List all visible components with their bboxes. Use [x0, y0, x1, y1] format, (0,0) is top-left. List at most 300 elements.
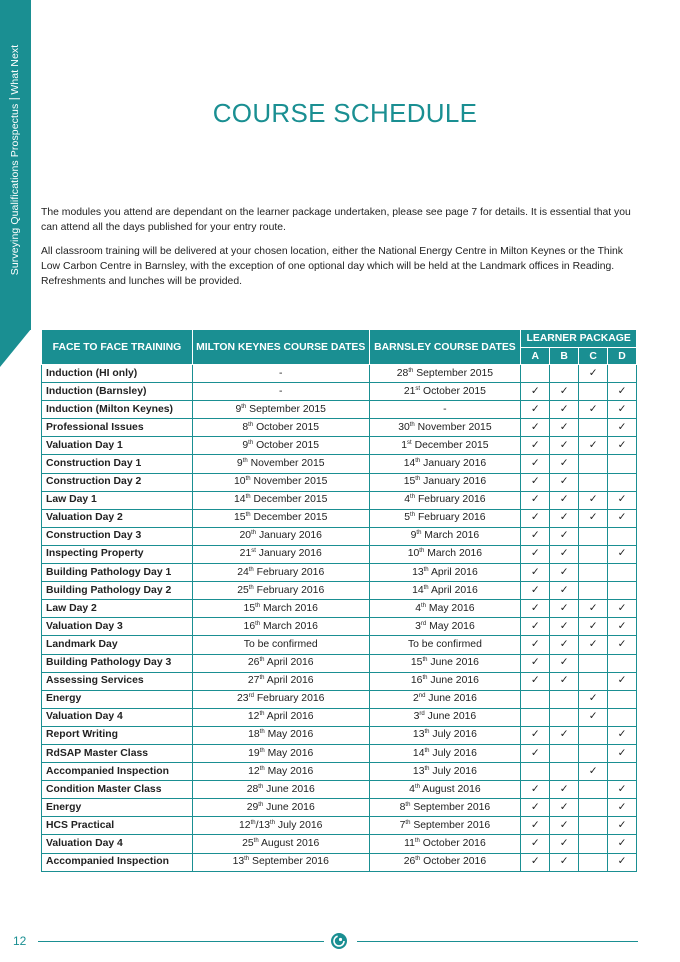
module-name-cell: Valuation Day 1: [42, 437, 193, 455]
check-icon: ✓: [617, 620, 627, 632]
sidebar-running-header: [9, 45, 21, 276]
package-c-cell: [579, 618, 608, 636]
table-row: [42, 835, 637, 853]
landmark-logo-icon: [331, 933, 347, 949]
barnsley-date-cell: 4th February 2016: [369, 491, 521, 509]
check-icon: ✓: [530, 566, 540, 578]
module-name-cell: Accompanied Inspection: [42, 763, 193, 781]
check-icon: ✓: [530, 747, 540, 759]
package-c-cell: [579, 799, 608, 817]
package-b-cell: [550, 473, 579, 491]
package-c-cell: [579, 726, 608, 744]
milton-keynes-date-cell: 20th January 2016: [192, 527, 369, 545]
barnsley-date-cell: 15th January 2016: [369, 473, 521, 491]
check-icon: ✓: [588, 439, 598, 451]
package-d-cell: [608, 835, 637, 853]
package-b-cell: [550, 564, 579, 582]
package-d-cell: [608, 817, 637, 835]
package-c-cell: [579, 437, 608, 455]
package-b-cell: [550, 582, 579, 600]
table-row: [42, 455, 637, 473]
package-d-cell: [608, 365, 637, 383]
header-learner-package: LEARNER PACKAGE: [521, 330, 637, 348]
check-icon: ✓: [617, 638, 627, 650]
package-d-cell: [608, 401, 637, 419]
barnsley-date-cell: 14th April 2016: [369, 582, 521, 600]
milton-keynes-date-cell: 19th May 2016: [192, 744, 369, 762]
check-icon: ✓: [559, 421, 569, 433]
barnsley-date-cell: 2nd June 2016: [369, 690, 521, 708]
check-icon: ✓: [617, 819, 627, 831]
check-icon: ✓: [530, 584, 540, 596]
check-icon: ✓: [559, 548, 569, 560]
package-c-cell: [579, 545, 608, 563]
check-icon: ✓: [530, 512, 540, 524]
table-row: [42, 618, 637, 636]
module-name-cell: Induction (Barnsley): [42, 383, 193, 401]
module-name-cell: Law Day 1: [42, 491, 193, 509]
package-a-cell: [521, 545, 550, 563]
check-icon: ✓: [530, 476, 540, 488]
check-icon: ✓: [559, 729, 569, 741]
barnsley-date-cell: 15th June 2016: [369, 654, 521, 672]
package-a-cell: [521, 726, 550, 744]
module-name-cell: Condition Master Class: [42, 781, 193, 799]
check-icon: ✓: [530, 783, 540, 795]
module-name-cell: Valuation Day 4: [42, 835, 193, 853]
package-c-cell: [579, 509, 608, 527]
package-b-cell: [550, 799, 579, 817]
table-row: [42, 419, 637, 437]
check-icon: ✓: [617, 548, 627, 560]
package-b-cell: [550, 708, 579, 726]
table-row: [42, 437, 637, 455]
module-name-cell: HCS Practical: [42, 817, 193, 835]
package-c-cell: [579, 636, 608, 654]
barnsley-date-cell: 10th March 2016: [369, 545, 521, 563]
barnsley-date-cell: 1st December 2015: [369, 437, 521, 455]
barnsley-date-cell: 13th July 2016: [369, 726, 521, 744]
milton-keynes-date-cell: 9th September 2015: [192, 401, 369, 419]
package-a-cell: [521, 564, 550, 582]
package-c-cell: [579, 491, 608, 509]
package-d-cell: [608, 853, 637, 871]
package-c-cell: [579, 455, 608, 473]
milton-keynes-date-cell: 23rd February 2016: [192, 690, 369, 708]
barnsley-date-cell: 21st October 2015: [369, 383, 521, 401]
check-icon: ✓: [617, 439, 627, 451]
check-icon: ✓: [559, 602, 569, 614]
package-a-cell: [521, 835, 550, 853]
module-name-cell: Induction (Milton Keynes): [42, 401, 193, 419]
check-icon: ✓: [530, 439, 540, 451]
milton-keynes-date-cell: 28th June 2016: [192, 781, 369, 799]
package-c-cell: [579, 582, 608, 600]
package-b-cell: [550, 618, 579, 636]
package-a-cell: [521, 527, 550, 545]
module-name-cell: Energy: [42, 690, 193, 708]
milton-keynes-date-cell: 9th November 2015: [192, 455, 369, 473]
check-icon: ✓: [559, 675, 569, 687]
module-name-cell: Assessing Services: [42, 672, 193, 690]
package-c-cell: [579, 383, 608, 401]
milton-keynes-date-cell: -: [192, 365, 369, 383]
milton-keynes-date-cell: To be confirmed: [192, 636, 369, 654]
barnsley-date-cell: 14th January 2016: [369, 455, 521, 473]
table-row: [42, 491, 637, 509]
module-name-cell: Construction Day 2: [42, 473, 193, 491]
check-icon: ✓: [559, 403, 569, 415]
table-row: [42, 799, 637, 817]
package-b-cell: [550, 365, 579, 383]
check-icon: ✓: [530, 729, 540, 741]
check-icon: ✓: [559, 584, 569, 596]
package-b-cell: [550, 636, 579, 654]
check-icon: ✓: [617, 421, 627, 433]
milton-keynes-date-cell: 12th May 2016: [192, 763, 369, 781]
package-d-cell: [608, 564, 637, 582]
module-name-cell: Valuation Day 2: [42, 509, 193, 527]
package-c-cell: [579, 473, 608, 491]
milton-keynes-date-cell: 14th December 2015: [192, 491, 369, 509]
package-d-cell: [608, 437, 637, 455]
milton-keynes-date-cell: 25th February 2016: [192, 582, 369, 600]
module-name-cell: Inspecting Property: [42, 545, 193, 563]
milton-keynes-date-cell: 27th April 2016: [192, 672, 369, 690]
package-a-cell: [521, 654, 550, 672]
package-c-cell: [579, 744, 608, 762]
check-icon: ✓: [530, 421, 540, 433]
table-row: [42, 473, 637, 491]
package-a-cell: [521, 708, 550, 726]
package-a-cell: [521, 744, 550, 762]
check-icon: ✓: [530, 530, 540, 542]
check-icon: ✓: [588, 494, 598, 506]
check-icon: ✓: [530, 403, 540, 415]
table-row: [42, 564, 637, 582]
barnsley-date-cell: 28th September 2015: [369, 365, 521, 383]
package-d-cell: [608, 781, 637, 799]
header-package-c: C: [579, 348, 608, 365]
package-a-cell: [521, 690, 550, 708]
package-b-cell: [550, 600, 579, 618]
check-icon: ✓: [559, 657, 569, 669]
barnsley-date-cell: 7th September 2016: [369, 817, 521, 835]
milton-keynes-date-cell: 13th September 2016: [192, 853, 369, 871]
check-icon: ✓: [617, 801, 627, 813]
package-d-cell: [608, 509, 637, 527]
package-d-cell: [608, 726, 637, 744]
package-b-cell: [550, 853, 579, 871]
check-icon: ✓: [530, 657, 540, 669]
table-row: [42, 383, 637, 401]
package-d-cell: [608, 455, 637, 473]
package-c-cell: [579, 817, 608, 835]
package-b-cell: [550, 781, 579, 799]
check-icon: ✓: [530, 494, 540, 506]
check-icon: ✓: [588, 512, 598, 524]
package-b-cell: [550, 509, 579, 527]
table-row: [42, 600, 637, 618]
module-name-cell: Report Writing: [42, 726, 193, 744]
barnsley-date-cell: 3rd May 2016: [369, 618, 521, 636]
package-b-cell: [550, 455, 579, 473]
check-icon: ✓: [617, 512, 627, 524]
check-icon: ✓: [559, 512, 569, 524]
check-icon: ✓: [588, 638, 598, 650]
package-b-cell: [550, 491, 579, 509]
module-name-cell: Accompanied Inspection: [42, 853, 193, 871]
check-icon: ✓: [617, 385, 627, 397]
package-a-cell: [521, 781, 550, 799]
milton-keynes-date-cell: 29th June 2016: [192, 799, 369, 817]
milton-keynes-date-cell: 12th April 2016: [192, 708, 369, 726]
check-icon: ✓: [559, 620, 569, 632]
table-row: [42, 401, 637, 419]
check-icon: ✓: [559, 819, 569, 831]
package-a-cell: [521, 365, 550, 383]
milton-keynes-date-cell: 21st January 2016: [192, 545, 369, 563]
milton-keynes-date-cell: 8th October 2015: [192, 419, 369, 437]
package-d-cell: [608, 744, 637, 762]
check-icon: ✓: [559, 801, 569, 813]
package-b-cell: [550, 672, 579, 690]
table-row: [42, 781, 637, 799]
barnsley-date-cell: 4th August 2016: [369, 781, 521, 799]
package-a-cell: [521, 582, 550, 600]
check-icon: ✓: [617, 783, 627, 795]
module-name-cell: Law Day 2: [42, 600, 193, 618]
table-row: [42, 853, 637, 871]
package-a-cell: [521, 817, 550, 835]
package-d-cell: [608, 708, 637, 726]
package-a-cell: [521, 455, 550, 473]
package-c-cell: [579, 672, 608, 690]
package-c-cell: [579, 654, 608, 672]
sidebar-section-label: What Next: [9, 44, 21, 95]
package-c-cell: [579, 781, 608, 799]
table-row: [42, 509, 637, 527]
barnsley-date-cell: To be confirmed: [369, 636, 521, 654]
package-c-cell: [579, 763, 608, 781]
package-b-cell: [550, 545, 579, 563]
table-row: [42, 763, 637, 781]
package-a-cell: [521, 509, 550, 527]
table-row: [42, 672, 637, 690]
milton-keynes-date-cell: 25th August 2016: [192, 835, 369, 853]
barnsley-date-cell: -: [369, 401, 521, 419]
barnsley-date-cell: 30th November 2015: [369, 419, 521, 437]
barnsley-date-cell: 14th July 2016: [369, 744, 521, 762]
schedule-rows: [42, 365, 637, 872]
package-c-cell: [579, 600, 608, 618]
check-icon: ✓: [588, 711, 598, 723]
barnsley-date-cell: 8th September 2016: [369, 799, 521, 817]
check-icon: ✓: [617, 747, 627, 759]
table-row: [42, 545, 637, 563]
check-icon: ✓: [617, 729, 627, 741]
table-row: [42, 726, 637, 744]
package-d-cell: [608, 636, 637, 654]
check-icon: ✓: [559, 458, 569, 470]
check-icon: ✓: [559, 530, 569, 542]
module-name-cell: Building Pathology Day 3: [42, 654, 193, 672]
package-b-cell: [550, 817, 579, 835]
check-icon: ✓: [588, 602, 598, 614]
package-b-cell: [550, 690, 579, 708]
package-a-cell: [521, 491, 550, 509]
package-d-cell: [608, 799, 637, 817]
milton-keynes-date-cell: 12th/13th July 2016: [192, 817, 369, 835]
course-schedule-table: [41, 329, 637, 872]
package-a-cell: [521, 473, 550, 491]
module-name-cell: Building Pathology Day 1: [42, 564, 193, 582]
package-b-cell: [550, 726, 579, 744]
package-b-cell: [550, 763, 579, 781]
table-row: [42, 636, 637, 654]
intro-paragraph-1: The modules you attend are dependant on the learner package undertaken, please see page 7 for details. It is essential that you can attend all the days published for your entry route.: [41, 207, 631, 233]
milton-keynes-date-cell: 24th February 2016: [192, 564, 369, 582]
check-icon: ✓: [559, 638, 569, 650]
header-package-b: B: [550, 348, 579, 365]
milton-keynes-date-cell: -: [192, 383, 369, 401]
table-row: [42, 365, 637, 383]
check-icon: ✓: [559, 837, 569, 849]
barnsley-date-cell: 13th July 2016: [369, 763, 521, 781]
package-c-cell: [579, 708, 608, 726]
check-icon: ✓: [530, 801, 540, 813]
package-b-cell: [550, 835, 579, 853]
header-barnsley-dates: BARNSLEY COURSE DATES: [369, 330, 521, 365]
milton-keynes-date-cell: 10th November 2015: [192, 473, 369, 491]
page-number: 12: [13, 934, 27, 948]
package-b-cell: [550, 527, 579, 545]
package-c-cell: [579, 853, 608, 871]
check-icon: ✓: [559, 439, 569, 451]
module-name-cell: Construction Day 1: [42, 455, 193, 473]
check-icon: ✓: [588, 367, 598, 379]
barnsley-date-cell: 3rd June 2016: [369, 708, 521, 726]
milton-keynes-date-cell: 9th October 2015: [192, 437, 369, 455]
package-a-cell: [521, 763, 550, 781]
package-a-cell: [521, 636, 550, 654]
milton-keynes-date-cell: 16th March 2016: [192, 618, 369, 636]
module-name-cell: Professional Issues: [42, 419, 193, 437]
check-icon: ✓: [559, 783, 569, 795]
check-icon: ✓: [530, 837, 540, 849]
check-icon: ✓: [588, 620, 598, 632]
intro-paragraph-2: All classroom training will be delivered at your chosen location, either the National Energy Centre in Milton Keynes or the Think Low Carbon Centre in Barnsley, with the exception of one optional day which will be held at the Landmark offices in Reading. Refreshments and lunches will be provided.: [41, 246, 623, 287]
package-b-cell: [550, 383, 579, 401]
package-d-cell: [608, 672, 637, 690]
module-name-cell: Valuation Day 3: [42, 618, 193, 636]
package-d-cell: [608, 491, 637, 509]
check-icon: ✓: [617, 403, 627, 415]
milton-keynes-date-cell: 26th April 2016: [192, 654, 369, 672]
check-icon: ✓: [617, 602, 627, 614]
package-c-cell: [579, 365, 608, 383]
package-a-cell: [521, 419, 550, 437]
package-a-cell: [521, 401, 550, 419]
table-row: [42, 527, 637, 545]
check-icon: ✓: [617, 675, 627, 687]
package-b-cell: [550, 437, 579, 455]
check-icon: ✓: [530, 602, 540, 614]
package-a-cell: [521, 437, 550, 455]
milton-keynes-date-cell: 18th May 2016: [192, 726, 369, 744]
barnsley-date-cell: 5th February 2016: [369, 509, 521, 527]
package-a-cell: [521, 618, 550, 636]
package-d-cell: [608, 419, 637, 437]
page-title: COURSE SCHEDULE: [212, 98, 478, 128]
check-icon: ✓: [559, 494, 569, 506]
check-icon: ✓: [588, 765, 598, 777]
module-name-cell: Building Pathology Day 2: [42, 582, 193, 600]
module-name-cell: Induction (HI only): [42, 365, 193, 383]
package-d-cell: [608, 383, 637, 401]
barnsley-date-cell: 4th May 2016: [369, 600, 521, 618]
package-c-cell: [579, 835, 608, 853]
check-icon: ✓: [530, 458, 540, 470]
check-icon: ✓: [588, 693, 598, 705]
package-c-cell: [579, 690, 608, 708]
check-icon: ✓: [530, 675, 540, 687]
table-row: [42, 654, 637, 672]
check-icon: ✓: [530, 385, 540, 397]
module-name-cell: RdSAP Master Class: [42, 744, 193, 762]
check-icon: ✓: [588, 403, 598, 415]
package-d-cell: [608, 763, 637, 781]
sidebar-band-tip: [0, 329, 31, 367]
table-row: [42, 817, 637, 835]
milton-keynes-date-cell: 15th March 2016: [192, 600, 369, 618]
check-icon: ✓: [530, 856, 540, 868]
table-row: [42, 708, 637, 726]
check-icon: ✓: [617, 494, 627, 506]
header-module: FACE TO FACE TRAINING: [42, 330, 193, 365]
package-a-cell: [521, 672, 550, 690]
package-c-cell: [579, 401, 608, 419]
check-icon: ✓: [530, 548, 540, 560]
table-row: [42, 744, 637, 762]
check-icon: ✓: [530, 638, 540, 650]
package-b-cell: [550, 419, 579, 437]
package-a-cell: [521, 383, 550, 401]
check-icon: ✓: [559, 385, 569, 397]
barnsley-date-cell: 9th March 2016: [369, 527, 521, 545]
barnsley-date-cell: 16th June 2016: [369, 672, 521, 690]
package-b-cell: [550, 744, 579, 762]
check-icon: ✓: [530, 819, 540, 831]
package-d-cell: [608, 618, 637, 636]
package-d-cell: [608, 527, 637, 545]
barnsley-date-cell: 26th October 2016: [369, 853, 521, 871]
barnsley-date-cell: 13th April 2016: [369, 564, 521, 582]
header-package-d: D: [608, 348, 637, 365]
module-name-cell: Construction Day 3: [42, 527, 193, 545]
package-d-cell: [608, 473, 637, 491]
package-a-cell: [521, 799, 550, 817]
check-icon: ✓: [559, 476, 569, 488]
check-icon: ✓: [530, 620, 540, 632]
table-row: [42, 582, 637, 600]
package-c-cell: [579, 564, 608, 582]
package-d-cell: [608, 654, 637, 672]
package-b-cell: [550, 654, 579, 672]
package-c-cell: [579, 527, 608, 545]
module-name-cell: Landmark Day: [42, 636, 193, 654]
package-a-cell: [521, 600, 550, 618]
